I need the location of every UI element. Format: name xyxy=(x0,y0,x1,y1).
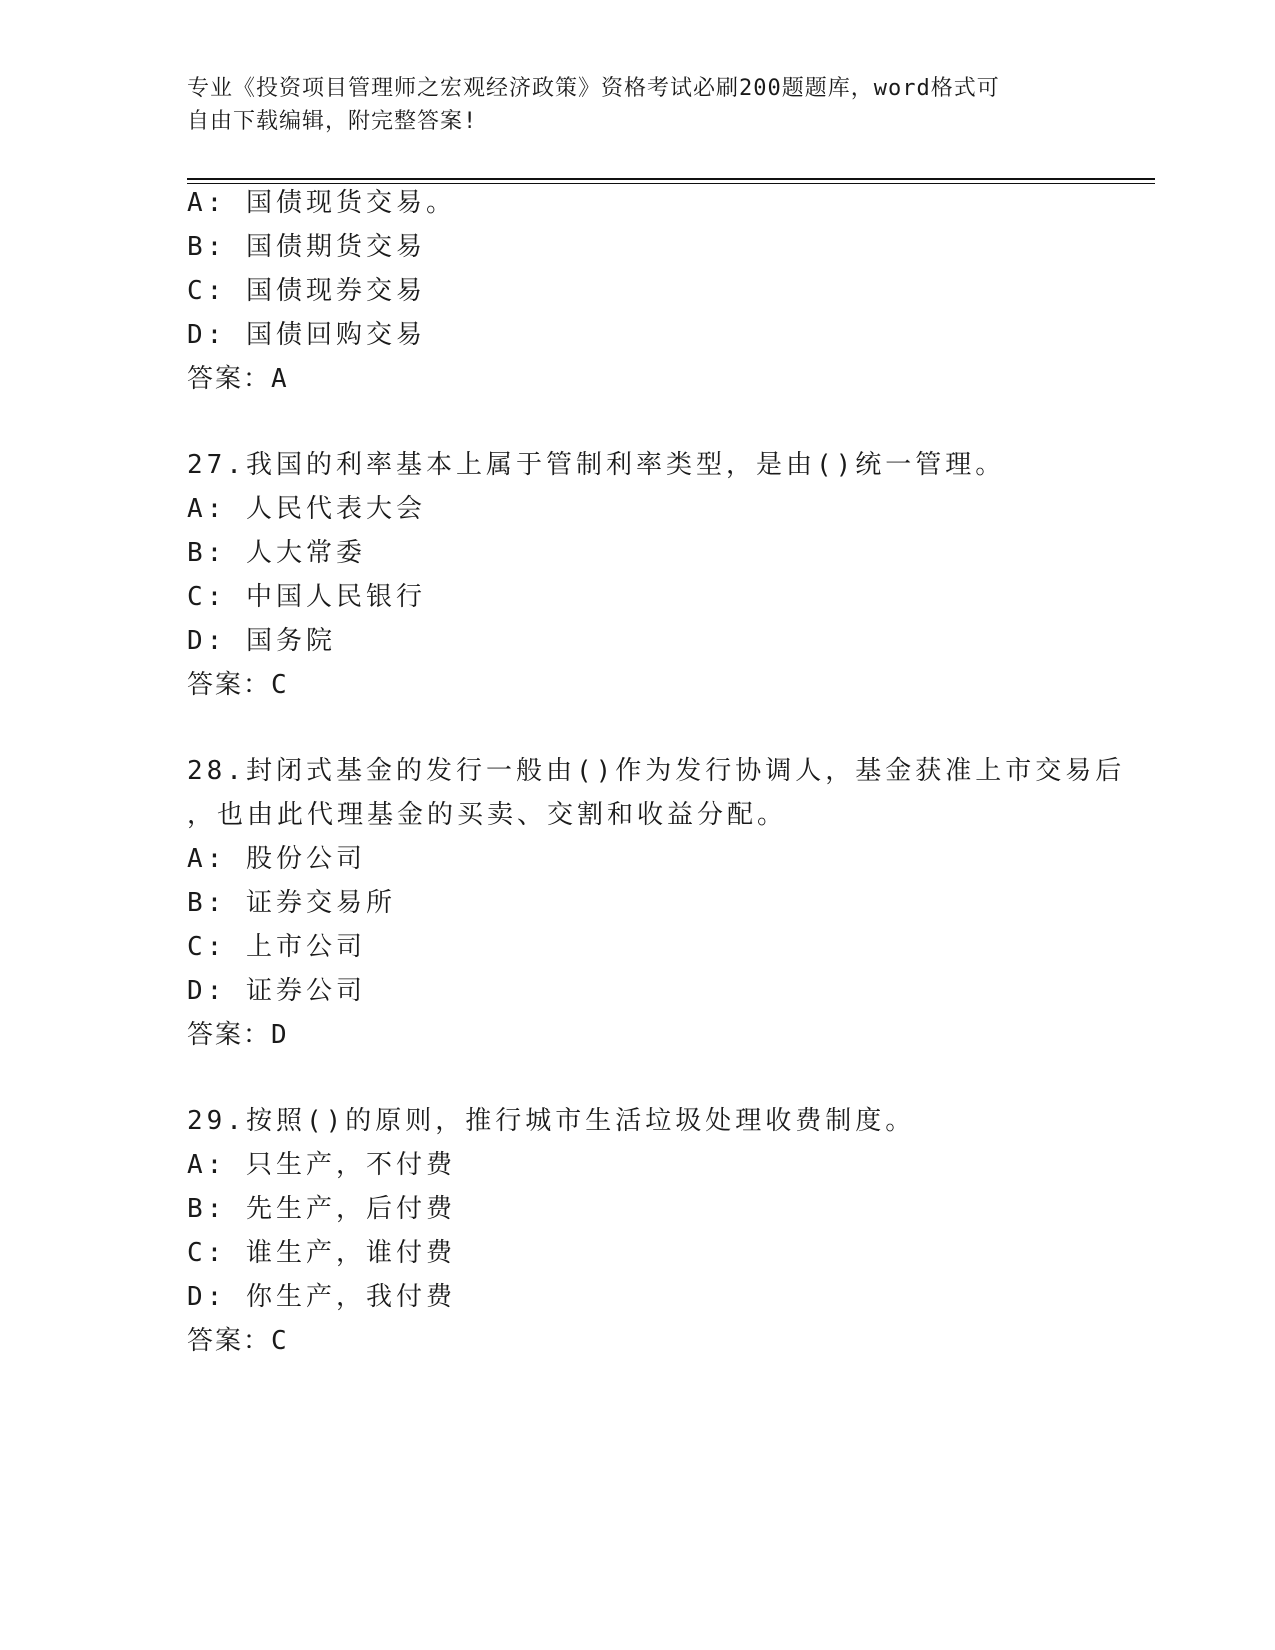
q28-option-d: D: 证券公司 xyxy=(187,976,366,1006)
q27-option-b: B: 人大常委 xyxy=(187,538,366,568)
document-header xyxy=(187,72,1067,138)
q26-option-a: A: 国债现货交易。 xyxy=(187,188,456,218)
q26-option-b: B: 国债期货交易 xyxy=(187,232,426,262)
q28-stem-line1: 28.封闭式基金的发行一般由()作为发行协调人，基金获准上市交易后 xyxy=(187,756,1126,786)
header-divider-thick xyxy=(187,178,1155,180)
header-title-line1: 专业《投资项目管理师之宏观经济政策》资格考试必刷200题题库，word格式可 xyxy=(187,76,1000,101)
q26-option-c: C: 国债现券交易 xyxy=(187,276,426,306)
q28-option-a: A: 股份公司 xyxy=(187,844,366,874)
q29-answer: 答案：C xyxy=(187,1326,289,1356)
header-title-line2: 自由下载编辑，附完整答案! xyxy=(187,109,478,134)
q28-stem-line2: ，也由此代理基金的买卖、交割和收益分配。 xyxy=(187,800,788,830)
q28-answer: 答案：D xyxy=(187,1020,289,1050)
q27-answer: 答案：C xyxy=(187,670,289,700)
header-divider-thin xyxy=(187,183,1155,184)
q27-option-a: A: 人民代表大会 xyxy=(187,494,426,524)
q26-option-d: D: 国债回购交易 xyxy=(187,320,426,350)
q29-stem: 29.按照()的原则，推行城市生活垃圾处理收费制度。 xyxy=(187,1106,916,1136)
q29-option-d: D: 你生产，我付费 xyxy=(187,1282,456,1312)
q26-answer: 答案：A xyxy=(187,364,289,394)
q28-option-b: B: 证券交易所 xyxy=(187,888,396,918)
q27-stem: 27.我国的利率基本上属于管制利率类型，是由()统一管理。 xyxy=(187,450,1006,480)
q27-option-d: D: 国务院 xyxy=(187,626,336,656)
q29-option-c: C: 谁生产，谁付费 xyxy=(187,1238,456,1268)
q28-option-c: C: 上市公司 xyxy=(187,932,366,962)
q27-option-c: C: 中国人民银行 xyxy=(187,582,426,612)
q29-option-a: A: 只生产，不付费 xyxy=(187,1150,456,1180)
q29-option-b: B: 先生产，后付费 xyxy=(187,1194,456,1224)
